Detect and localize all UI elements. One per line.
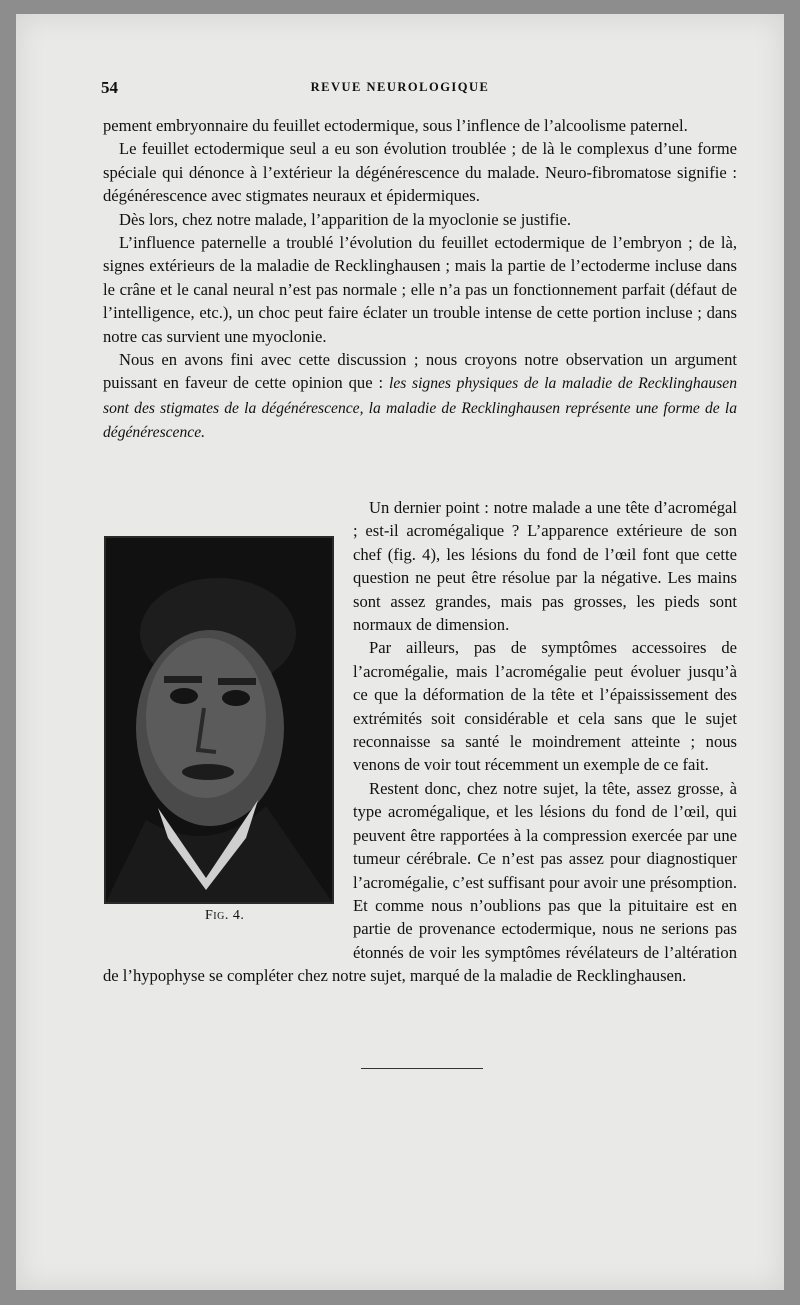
figure-caption: Fig. 4. xyxy=(205,908,245,923)
main-text-block xyxy=(103,114,737,445)
paragraph-3: Dès lors, chez notre malade, l’apparition de la myoclonie se justifie. xyxy=(119,209,572,229)
paragraph-5-italic: les signes physiques de la maladie de Recklinghausen sont des stigmates de la dégénérescence, la maladie de Recklinghausen représente une forme de la dégénérescence. xyxy=(103,375,738,442)
page-number: 54 xyxy=(101,78,118,97)
lower-text-block xyxy=(103,496,737,988)
paragraph-5 xyxy=(103,348,737,445)
paragraph-2: Le feuillet ectodermique seul a eu son évolution troublée ; de là le complexus d’une forme spéciale qui dénonce à l’extérieur la dégénérescence du malade. Neuro-fibromatose signifie : dégénérescence avec stigmates neuraux et épidermiques. xyxy=(103,139,737,206)
figure-4 xyxy=(103,496,353,954)
paragraph-8: Restent donc, chez notre sujet, la tête, assez grosse, à type acromégalique, et les lésions du fond de l’œil, qui peuvent être rapportées à la compression exercée par une tumeur cérébrale. Ce n’est pas assez pour diagnostiquer l’acromégalie, c’est suffisant pour avoir une présomption. Et comme nous n’oublions pas que la pituitaire est en partie de provenance ectodermique, nous ne serions pas étonnés de voir les symptômes révélateurs de l’altération de l’hypophyse se compléter chez notre sujet, marqué de la maladie de Recklinghausen. xyxy=(103,778,737,986)
paragraph-4: L’influence paternelle a troublé l’évolution du feuillet ectodermique de l’embryon ; de là, signes extérieurs de la maladie de Recklinghausen ; mais la partie de l’ectoderme incluse dans le crâne et le canal neural n’est pas normale ; elle n’a pas un fonctionnement parfait (défaut de l’intelligence, etc.), un choc peut faire éclater un trouble intense de cette portion incluse ; dans notre cas survient une myoclonie. xyxy=(103,233,737,346)
paragraph-1: pement embryonnaire du feuillet ectodermique, sous l’inflence de l’alcoolisme paternel. xyxy=(103,116,688,135)
portrait-photo xyxy=(104,536,334,904)
paragraph-7: Par ailleurs, pas de symptômes accessoires de l’acromégalie, mais l’acromégalie peut évoluer jusqu’à ce que la déformation de la tête et l’épaississement des extrémités soit considérable et cela sans que le sujet reconnaisse sa santé le moindrement atteinte ; nous venons de voir tout récemment un exemple de ce fait. xyxy=(353,638,737,775)
closing-rule xyxy=(361,1068,483,1069)
running-title: REVUE NEUROLOGIQUE xyxy=(310,80,490,94)
paragraph-6-text: Un dernier point : notre malade a une tête d’acromégal ; est-il acromégalique ? L’apparence extérieure de son chef (fig. 4), les lésions du fond de l’œil font que cette question ne peut être résolue par la négative. Les mains sont assez grandes, mais pas grosses, les pieds sont normaux de dimension. xyxy=(353,498,737,635)
paragraph-5-lead: Nous en avons fini avec cette discussion ; nous croyons notre observation un argument puissant en faveur de cette opinion que : xyxy=(103,350,737,393)
